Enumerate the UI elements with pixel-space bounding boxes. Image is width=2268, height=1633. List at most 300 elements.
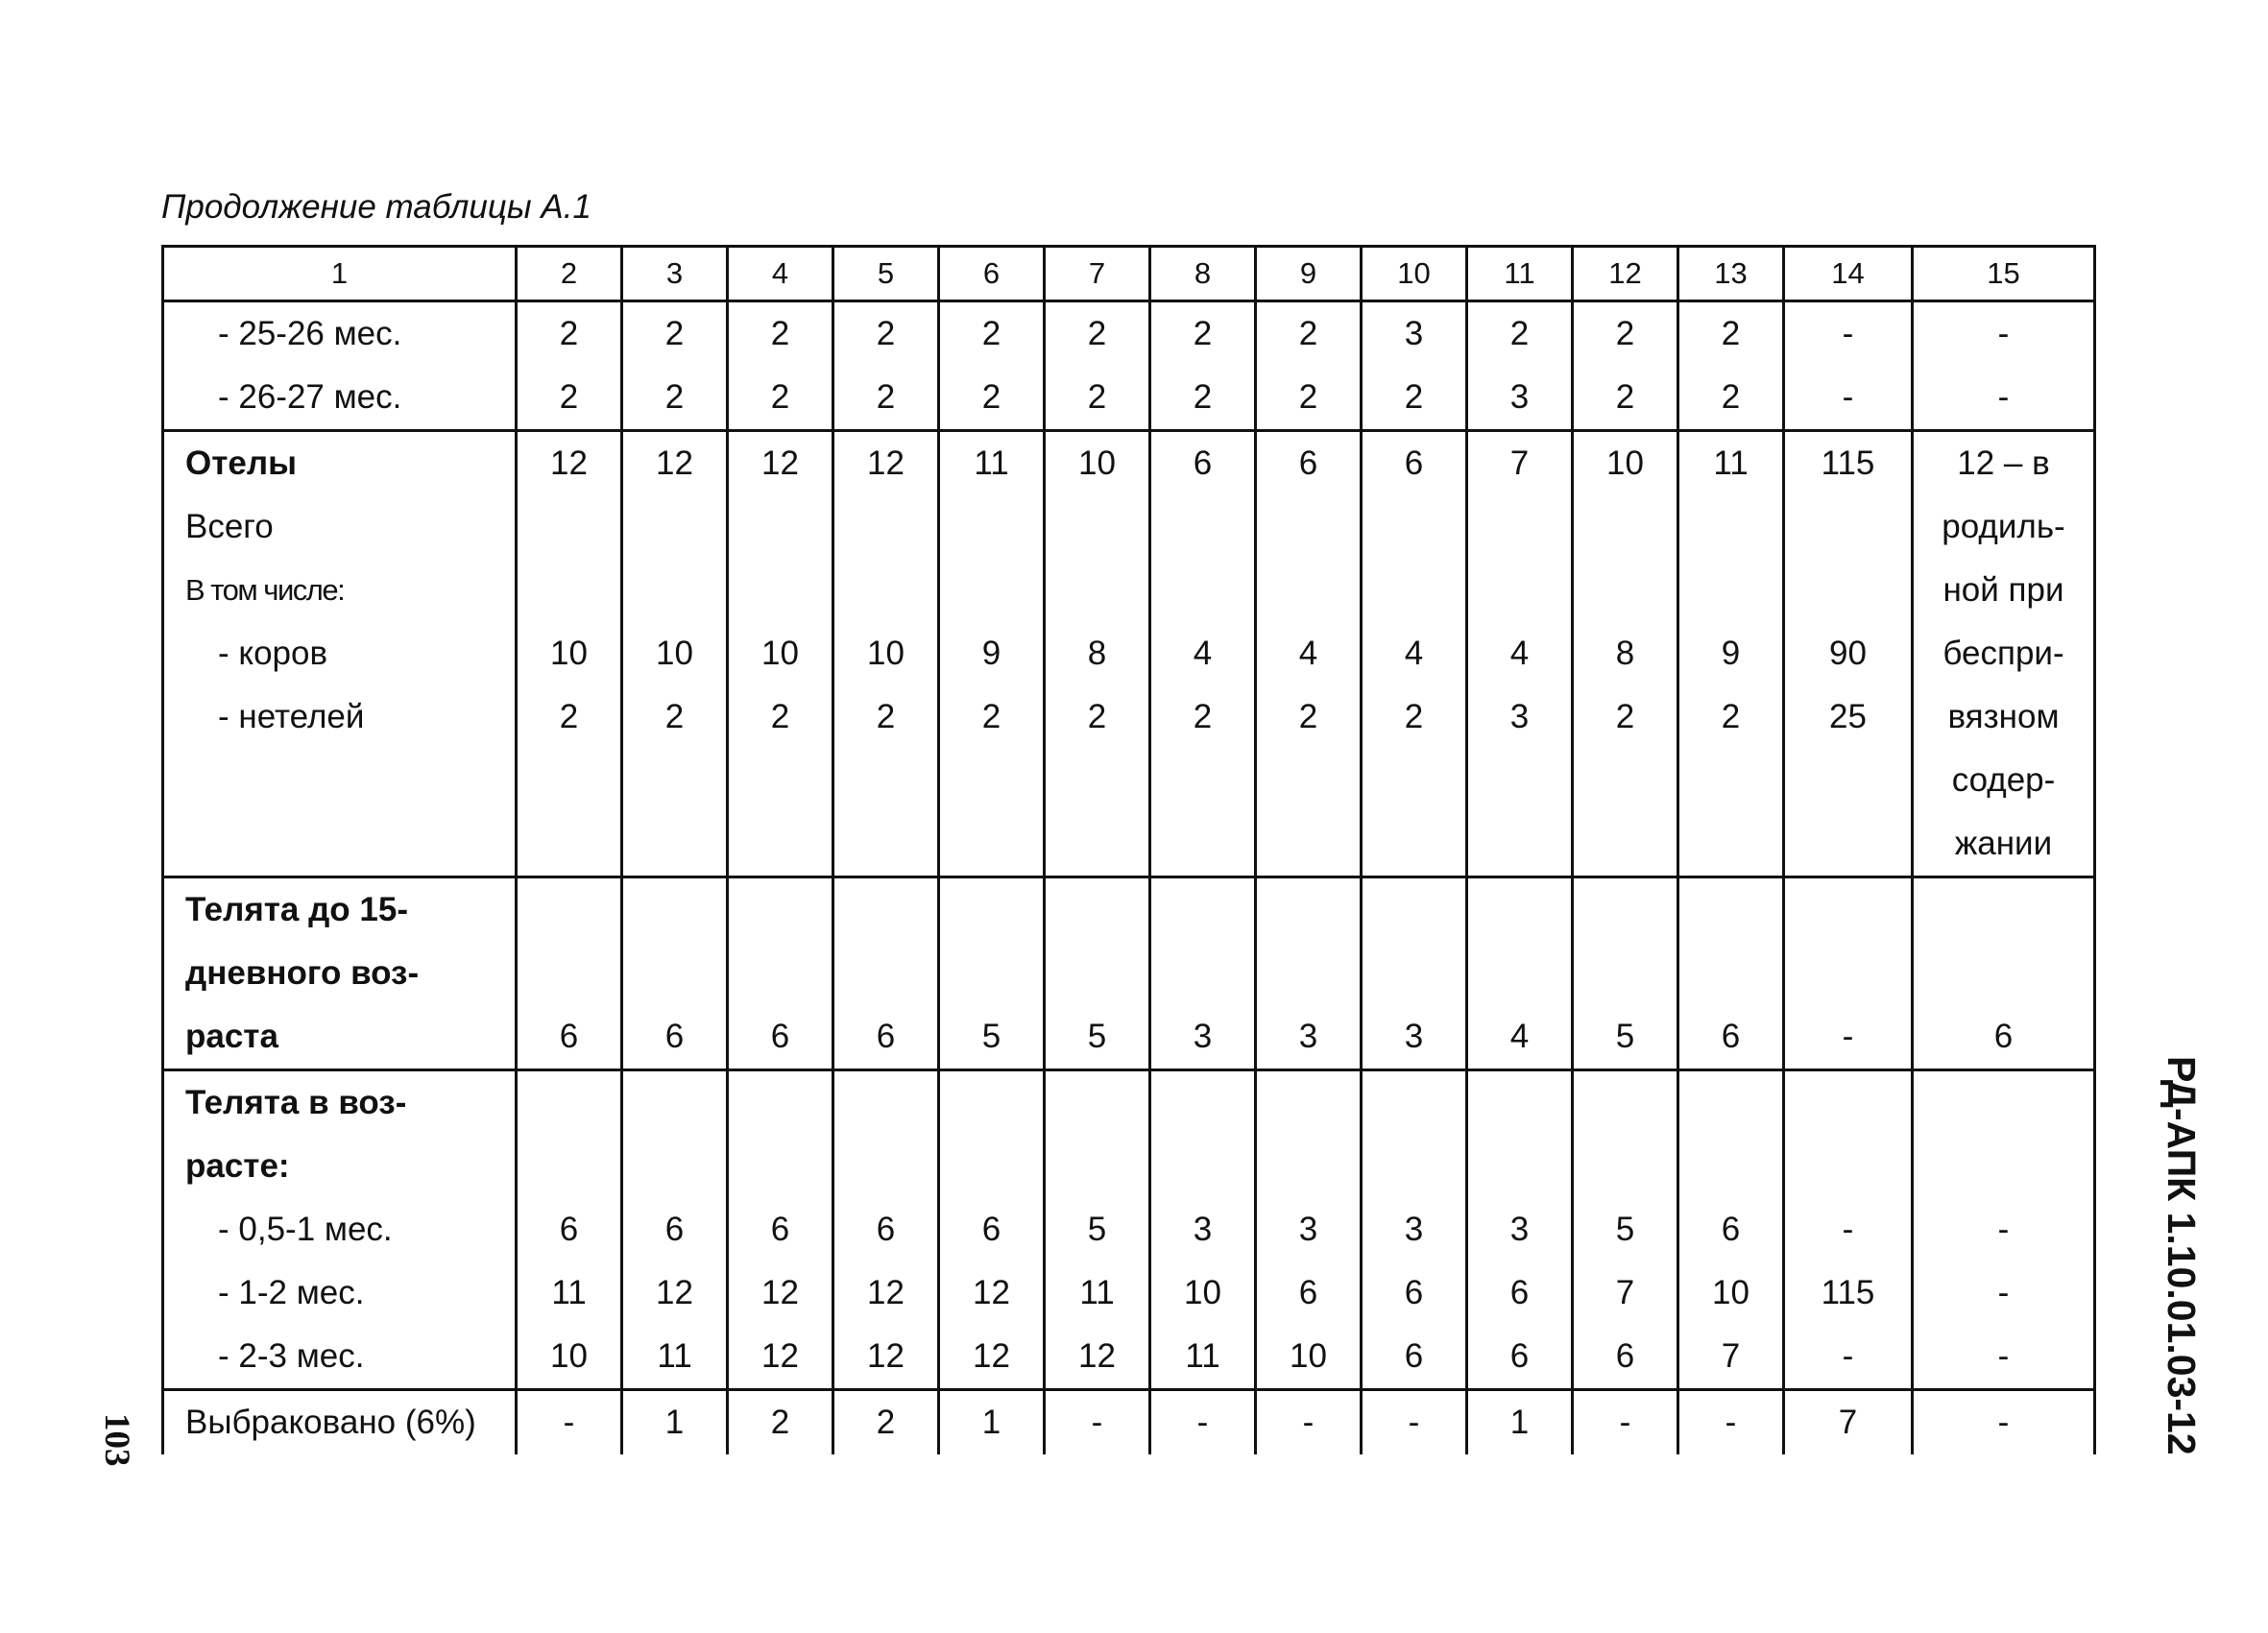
cell-value: 6 [1721,1211,1741,1248]
cell-value: 2 [559,378,579,416]
cell-value: 10 [1078,444,1116,482]
row-label: - 1-2 мес. [218,1274,365,1311]
cell-value: 2 [981,315,1001,352]
value-cell-col-5 [833,1390,939,1455]
value-cell-col-4 [728,1390,833,1455]
value-cell-col-14 [1784,1070,1913,1390]
value-cell-col-5 [833,431,939,877]
row-label: Телята в воз- [185,1084,407,1121]
cell-value [1679,812,1782,876]
cell-value [623,495,726,559]
cell-value: 4 [1509,635,1530,672]
cell-value: 12 [867,1274,905,1311]
cell-value: 6 [1404,444,1424,482]
value-cell-col-10 [1362,1070,1467,1390]
cell-value: 2 [1721,378,1741,416]
value-cell-col-3 [622,301,728,431]
table-row [163,877,2095,1070]
cell-value [729,878,832,942]
value-cell-col-12 [1573,877,1678,1070]
cell-value [729,812,832,876]
cell-value: 12 [973,1337,1010,1375]
cell-value: 10 [550,1337,588,1375]
value-cell-col-9 [1256,301,1362,431]
cell-value [940,812,1043,876]
cell-value [1151,1135,1254,1198]
cell-value [1468,1071,1571,1135]
cell-value: 2 [1087,378,1107,416]
cell-value: 5 [1087,1018,1107,1055]
cell-value [1151,942,1254,1005]
cell-value: 3 [1404,1211,1424,1248]
cell-value: 6 [1509,1337,1530,1375]
cell-value [1785,942,1911,1005]
cell-value [834,749,937,812]
cell-value [623,812,726,876]
cell-value: 2 [1193,698,1213,735]
cell-value: 12 [973,1274,1010,1311]
cell-value: 6 [770,1018,790,1055]
cell-value: 4 [1509,1018,1530,1055]
cell-value: - [1997,378,2010,416]
cell-value: 2 [1615,378,1635,416]
cell-value: 2 [664,698,685,735]
value-cell-col-15 [1913,431,2095,877]
cell-value: - [1997,315,2010,352]
value-cell-col-11 [1467,301,1573,431]
cell-value: 12 – в [1957,444,2050,482]
cell-value: 9 [981,635,1001,672]
value-cell-col-8 [1150,1390,1256,1455]
cell-value: 3 [1404,315,1424,352]
cell-value [1574,878,1677,942]
cell-value: ной при [1942,571,2064,609]
cell-value [518,1071,620,1135]
value-cell-col-13 [1678,301,1784,431]
cell-value [1785,749,1911,812]
value-cell-col-8 [1150,431,1256,877]
cell-value [940,878,1043,942]
cell-value [834,942,937,1005]
value-cell-col-6 [939,1070,1045,1390]
cell-value [1574,812,1677,876]
value-cell-col-2 [517,1390,622,1455]
cell-value [834,1135,937,1198]
value-cell-col-14 [1784,431,1913,877]
cell-value: - [1997,1274,2010,1311]
cell-value: 3 [1298,1018,1318,1055]
cell-value [940,559,1043,622]
cell-value [1574,749,1677,812]
header-row [163,247,2095,301]
cell-value: 2 [981,698,1001,735]
cell-value: - [1091,1404,1103,1441]
cell-value: жании [1954,825,2053,862]
cell-value: 6 [876,1018,896,1055]
cell-value: 6 [770,1211,790,1248]
cell-value [1785,878,1911,942]
cell-value: - [1302,1404,1315,1441]
cell-value [623,878,726,942]
column-number-7: 7 [1045,247,1150,301]
cell-value: - [1408,1404,1420,1441]
cell-value [1679,749,1782,812]
cell-value: - [1842,1018,1854,1055]
value-cell-col-7 [1045,1070,1150,1390]
value-cell-col-14 [1784,301,1913,431]
cell-value: 90 [1829,635,1867,672]
cell-value: 6 [1404,1337,1424,1375]
table-row [163,301,2095,431]
cell-value: - [1997,1404,2010,1441]
cell-value [1046,878,1148,942]
cell-value [940,749,1043,812]
row-label-cell [163,1390,517,1455]
table-row [163,431,2095,877]
column-number-6: 6 [939,247,1045,301]
cell-value [729,1135,832,1198]
column-number-5: 5 [833,247,939,301]
cell-value: 2 [1615,698,1635,735]
cell-value [834,812,937,876]
cell-value: 10 [761,635,799,672]
row-label-cell [163,301,517,431]
cell-value: 2 [1721,698,1741,735]
cell-value [1151,878,1254,942]
cell-value [1574,1071,1677,1135]
cell-value: 8 [1615,635,1635,672]
cell-value: 2 [1298,698,1318,735]
cell-value [729,1071,832,1135]
cell-value: 2 [770,1404,790,1441]
cell-value [1363,942,1465,1005]
value-cell-col-8 [1150,1070,1256,1390]
value-cell-col-5 [833,301,939,431]
cell-value [518,495,620,559]
cell-value [1363,495,1465,559]
column-number-2: 2 [517,247,622,301]
cell-value: 2 [664,378,685,416]
cell-value: 2 [1298,315,1318,352]
cell-value [1468,812,1571,876]
cell-value: 8 [1087,635,1107,672]
cell-value [1046,1135,1148,1198]
cell-value: 6 [559,1018,579,1055]
cell-value [1574,1135,1677,1198]
column-number-12: 12 [1573,247,1678,301]
cell-value [1151,559,1254,622]
cell-value: 2 [559,698,579,735]
cell-value: 11 [1713,444,1749,482]
cell-value [1363,812,1465,876]
cell-value [1363,1135,1465,1198]
column-number-8: 8 [1150,247,1256,301]
cell-value [623,942,726,1005]
cell-value: 3 [1509,698,1530,735]
cell-value [1679,1135,1782,1198]
cell-value: - [1842,1211,1854,1248]
value-cell-col-13 [1678,431,1784,877]
cell-value: 3 [1298,1211,1318,1248]
value-cell-col-3 [622,431,728,877]
cell-value: 3 [1193,1018,1213,1055]
value-cell-col-5 [833,877,939,1070]
page-number: 103 [97,1413,136,1467]
value-cell-col-12 [1573,301,1678,431]
cell-value: 2 [1509,315,1530,352]
column-number-10: 10 [1362,247,1467,301]
row-label: дневного воз- [185,954,420,992]
value-cell-col-8 [1150,877,1256,1070]
cell-value [1046,942,1148,1005]
value-cell-col-12 [1573,1390,1678,1455]
cell-value: 2 [876,698,896,735]
row-label: расте: [185,1147,290,1185]
cell-value [1257,495,1360,559]
value-cell-col-15 [1913,877,2095,1070]
cell-value [623,1135,726,1198]
cell-value [1468,942,1571,1005]
cell-value: 10 [1712,1274,1749,1311]
row-label: Телята до 15- [185,891,408,928]
cell-value [623,559,726,622]
cell-value [940,1135,1043,1198]
cell-value: 25 [1829,698,1867,735]
cell-value [1151,1071,1254,1135]
cell-value: 115 [1821,1274,1875,1311]
cell-value: 6 [664,1018,685,1055]
cell-value: 6 [1509,1274,1530,1311]
cell-value [940,495,1043,559]
cell-value: 2 [1298,378,1318,416]
document-code: РД-АПК 1.10.01.03-12 [2159,1056,2204,1455]
value-cell-col-6 [939,431,1045,877]
value-cell-col-7 [1045,877,1150,1070]
row-label: - 25-26 мес. [218,315,402,352]
cell-value [1679,1071,1782,1135]
cell-value [1914,942,2093,1005]
cell-value [1046,749,1148,812]
cell-value: 2 [770,315,790,352]
row-label: - 26-27 мес. [218,378,402,416]
cell-value [1468,559,1571,622]
cell-value [1046,559,1148,622]
cell-value [834,495,937,559]
cell-value: беспри- [1942,635,2064,672]
cell-value: 2 [1193,315,1213,352]
cell-value: 6 [1615,1337,1635,1375]
cell-value: 2 [559,315,579,352]
cell-value [518,1135,620,1198]
cell-value [623,749,726,812]
cell-value: 2 [1615,315,1635,352]
cell-value: 6 [1404,1274,1424,1311]
value-cell-col-11 [1467,877,1573,1070]
value-cell-col-2 [517,877,622,1070]
cell-value [940,942,1043,1005]
value-cell-col-4 [728,1070,833,1390]
value-cell-col-10 [1362,1390,1467,1455]
cell-value: - [563,1404,575,1441]
cell-value [1785,1135,1911,1198]
value-cell-col-2 [517,301,622,431]
cell-value: - [1619,1404,1631,1441]
cell-value [518,559,620,622]
cell-value: - [1725,1404,1737,1441]
table-body [163,247,2095,1455]
cell-value [1468,878,1571,942]
value-cell-col-3 [622,877,728,1070]
column-number-13: 13 [1678,247,1784,301]
cell-value: 4 [1193,635,1213,672]
cell-value: 6 [1721,1018,1741,1055]
cell-value [1257,559,1360,622]
cell-value [1679,495,1782,559]
cell-value: 2 [1404,698,1424,735]
column-number-4: 4 [728,247,833,301]
cell-value [1151,812,1254,876]
value-cell-col-3 [622,1390,728,1455]
cell-value: 7 [1615,1274,1635,1311]
row-label: Всего [185,508,274,545]
value-cell-col-13 [1678,1070,1784,1390]
cell-value [729,749,832,812]
cell-value: 2 [664,315,685,352]
value-cell-col-12 [1573,431,1678,877]
value-cell-col-6 [939,1390,1045,1455]
cell-value [1914,1071,2093,1135]
cell-value: - [1842,315,1854,352]
cell-value [1046,812,1148,876]
cell-value: 6 [1298,444,1318,482]
value-cell-col-12 [1573,1070,1678,1390]
cell-value [518,812,620,876]
cell-value [834,559,937,622]
cell-value [1574,495,1677,559]
column-number-9: 9 [1256,247,1362,301]
cell-value [1046,495,1148,559]
value-cell-col-11 [1467,1390,1573,1455]
cell-value: 1 [981,1404,1001,1441]
cell-value: 11 [974,444,1009,482]
cell-value [1574,559,1677,622]
cell-value: 10 [1606,444,1644,482]
cell-value [1468,1135,1571,1198]
cell-value: 5 [1087,1211,1107,1248]
value-cell-col-4 [728,877,833,1070]
value-cell-col-10 [1362,301,1467,431]
cell-value: 2 [1404,378,1424,416]
cell-value [623,1071,726,1135]
value-cell-col-10 [1362,431,1467,877]
cell-value [1363,749,1465,812]
cell-value: 10 [550,635,588,672]
cell-value: 6 [981,1211,1001,1248]
value-cell-col-7 [1045,431,1150,877]
cell-value: 7 [1721,1337,1741,1375]
cell-value: 2 [876,1404,896,1441]
cell-value [834,878,937,942]
cell-value: родиль- [1942,508,2065,545]
cell-value: 6 [1993,1018,2014,1055]
value-cell-col-13 [1678,877,1784,1070]
cell-value: 12 [656,1274,693,1311]
value-cell-col-2 [517,1070,622,1390]
value-cell-col-7 [1045,301,1150,431]
value-cell-col-8 [1150,301,1256,431]
table-row [163,1070,2095,1390]
row-label: В том числе: [185,573,345,607]
column-number-15: 15 [1913,247,2095,301]
value-cell-col-15 [1913,1070,2095,1390]
cell-value: 5 [1615,1018,1635,1055]
value-cell-col-6 [939,877,1045,1070]
cell-value: 12 [1078,1337,1116,1375]
cell-value [1914,1135,2093,1198]
value-cell-col-9 [1256,877,1362,1070]
cell-value [1257,749,1360,812]
cell-value: 2 [981,378,1001,416]
row-label: - 2-3 мес. [218,1337,365,1375]
cell-value: 115 [1821,444,1875,482]
cell-value: - [1997,1211,2010,1248]
cell-value: 4 [1404,635,1424,672]
cell-value [1679,559,1782,622]
cell-value: 6 [664,1211,685,1248]
cell-value: 10 [1184,1274,1221,1311]
cell-value [518,749,620,812]
cell-value: 2 [876,378,896,416]
cell-value [1785,559,1911,622]
cell-value [1785,812,1911,876]
cell-value [518,878,620,942]
cell-value: 3 [1193,1211,1213,1248]
row-label: Отелы [185,444,297,482]
cell-value: 5 [1615,1211,1635,1248]
cell-value: 9 [1721,635,1741,672]
cell-value: 10 [1290,1337,1327,1375]
row-label-cell [163,877,517,1070]
cell-value: 12 [867,444,905,482]
cell-value: - [1997,1337,2010,1375]
row-label: Выбраковано (6%) [185,1404,476,1441]
value-cell-col-11 [1467,1070,1573,1390]
cell-value: - [1842,378,1854,416]
cell-value [1151,495,1254,559]
row-label-cell [163,1070,517,1390]
cell-value: 3 [1509,378,1530,416]
cell-value: - [1196,1404,1209,1441]
value-cell-col-3 [622,1070,728,1390]
cell-value: 11 [1185,1337,1220,1375]
value-cell-col-9 [1256,431,1362,877]
cell-value [1257,1071,1360,1135]
cell-value: 1 [664,1404,685,1441]
cell-value [1468,495,1571,559]
cell-value [834,1071,937,1135]
cell-value: 10 [867,635,905,672]
row-label: - 0,5-1 мес. [218,1211,393,1248]
value-cell-col-11 [1467,431,1573,877]
value-cell-col-14 [1784,877,1913,1070]
column-number-1: 1 [163,247,517,301]
cell-value: 4 [1298,635,1318,672]
cell-value: 2 [1087,698,1107,735]
cell-value [1574,942,1677,1005]
cell-value [1679,942,1782,1005]
cell-value [518,942,620,1005]
value-cell-col-9 [1256,1390,1362,1455]
